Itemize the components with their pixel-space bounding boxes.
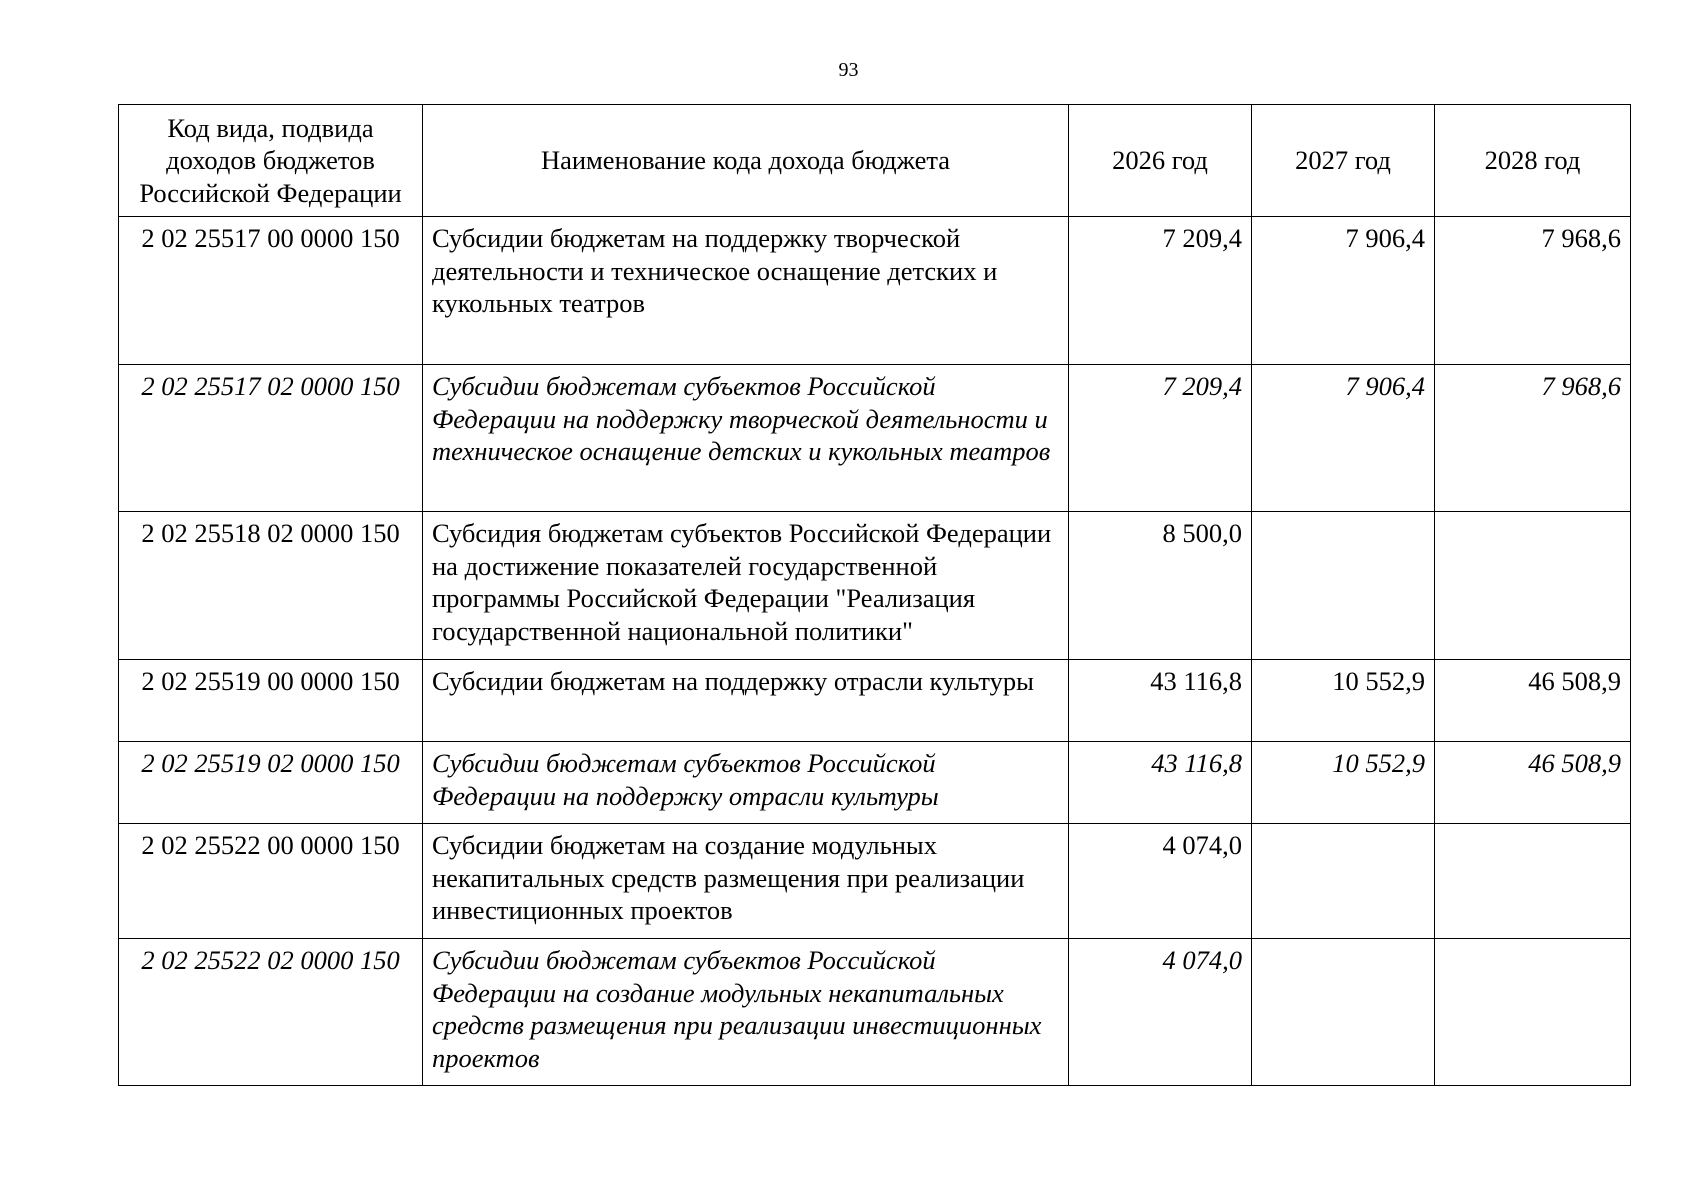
income-name: Субсидии бюджетам субъектов Российской Федерации на поддержку творческой деятельности и техническое оснащение детских и кукольных театров — [423, 365, 1069, 512]
header-2027: 2027 год — [1252, 105, 1435, 217]
value-2026: 7 209,4 — [1069, 365, 1252, 512]
header-2026: 2026 год — [1069, 105, 1252, 217]
header-2028: 2028 год — [1435, 105, 1631, 217]
header-code: Код вида, подвида доходов бюджетов Российской Федерации — [119, 105, 423, 217]
value-2028: 46 508,9 — [1435, 660, 1631, 742]
income-name: Субсидии бюджетам на создание модульных некапитальных средств размещения при реализации инвестиционных проектов — [423, 824, 1069, 939]
value-2026: 43 116,8 — [1069, 742, 1252, 824]
income-name: Субсидии бюджетам на поддержку творческой деятельности и техническое оснащение детских и кукольных театров — [423, 217, 1069, 365]
table-header-row — [119, 105, 1631, 217]
value-2027: 10 552,9 — [1252, 660, 1435, 742]
income-name: Субсидии бюджетам субъектов Российской Федерации на поддержку отрасли культуры — [423, 742, 1069, 824]
value-2026: 4 074,0 — [1069, 824, 1252, 939]
value-2027: 7 906,4 — [1252, 217, 1435, 365]
value-2028: 7 968,6 — [1435, 365, 1631, 512]
income-name: Субсидии бюджетам на поддержку отрасли культуры — [423, 660, 1069, 742]
table-row — [119, 742, 1631, 824]
value-2027: 10 552,9 — [1252, 742, 1435, 824]
value-2028 — [1435, 824, 1631, 939]
table-row — [119, 824, 1631, 939]
income-name: Субсидия бюджетам субъектов Российской Федерации на достижение показателей государственной программы Российской Федерации "Реализация государственной национальной политики" — [423, 512, 1069, 660]
page-number: 93 — [838, 59, 859, 81]
table-row — [119, 365, 1631, 512]
value-2026: 7 209,4 — [1069, 217, 1252, 365]
income-code: 2 02 25522 00 0000 150 — [119, 824, 423, 939]
value-2028 — [1435, 512, 1631, 660]
value-2027 — [1252, 824, 1435, 939]
value-2027 — [1252, 512, 1435, 660]
income-code: 2 02 25518 02 0000 150 — [119, 512, 423, 660]
value-2028: 46 508,9 — [1435, 742, 1631, 824]
value-2026: 43 116,8 — [1069, 660, 1252, 742]
budget-revenue-table — [118, 104, 1631, 1086]
value-2026: 4 074,0 — [1069, 939, 1252, 1086]
income-code: 2 02 25522 02 0000 150 — [119, 939, 423, 1086]
income-code: 2 02 25517 00 0000 150 — [119, 217, 423, 365]
table-row — [119, 217, 1631, 365]
table-row — [119, 512, 1631, 660]
income-name: Субсидии бюджетам субъектов Российской Федерации на создание модульных некапитальных средств размещения при реализации инвестиционных проектов — [423, 939, 1069, 1086]
value-2027 — [1252, 939, 1435, 1086]
income-code: 2 02 25517 02 0000 150 — [119, 365, 423, 512]
income-code: 2 02 25519 02 0000 150 — [119, 742, 423, 824]
value-2028: 7 968,6 — [1435, 217, 1631, 365]
header-name: Наименование кода дохода бюджета — [423, 105, 1069, 217]
table-row — [119, 660, 1631, 742]
income-code: 2 02 25519 00 0000 150 — [119, 660, 423, 742]
value-2026: 8 500,0 — [1069, 512, 1252, 660]
value-2027: 7 906,4 — [1252, 365, 1435, 512]
table-row — [119, 939, 1631, 1086]
value-2028 — [1435, 939, 1631, 1086]
